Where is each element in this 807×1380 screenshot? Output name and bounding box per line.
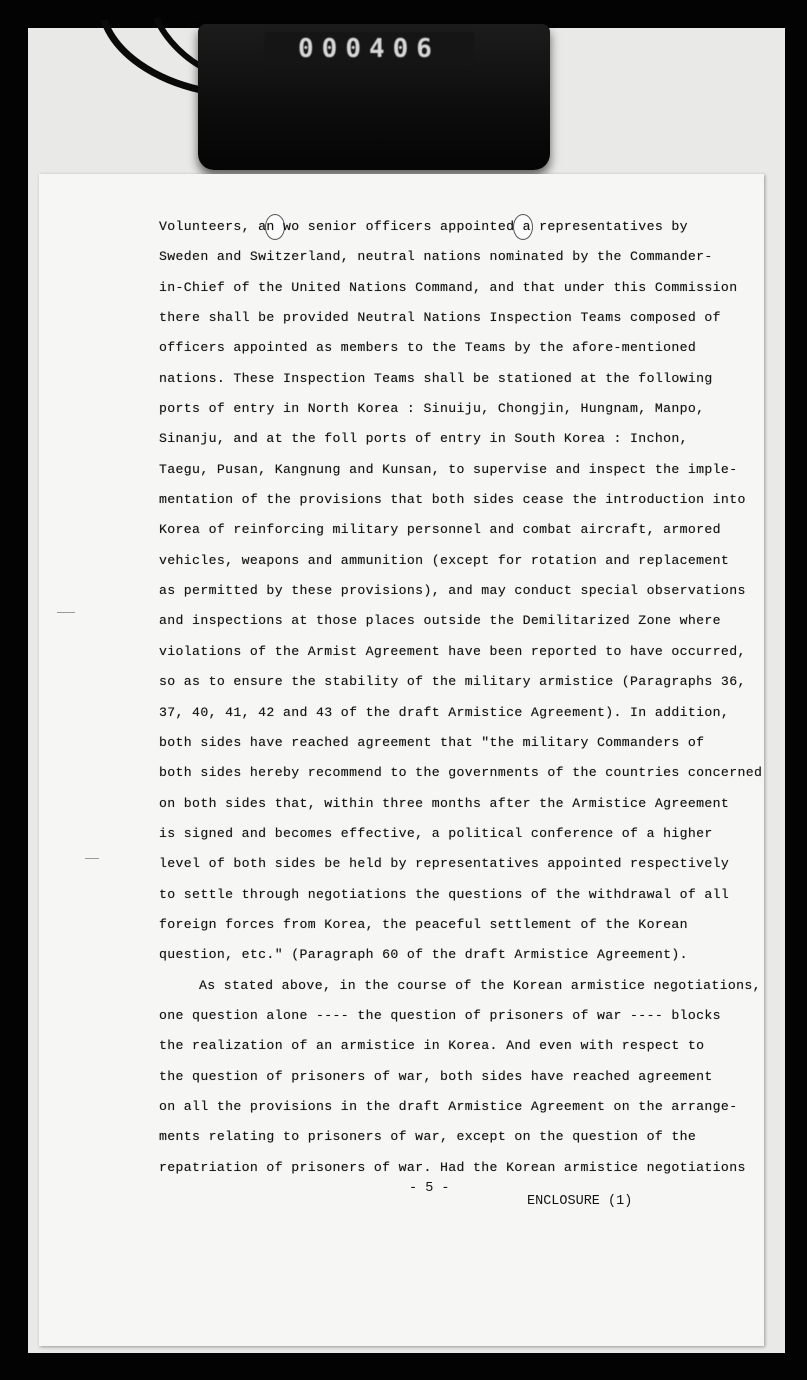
text-line: as permitted by these provisions), and may conduct special observations (159, 583, 746, 599)
text-line: Taegu, Pusan, Kangnung and Kunsan, to supervise and inspect the imple- (159, 461, 738, 477)
text-line: to settle through negotiations the questions of the withdrawal of all (159, 886, 730, 902)
text-line: 37, 40, 41, 42 and 43 of the draft Armistice Agreement). In addition, (159, 704, 730, 720)
text-line: one question alone ---- the question of prisoners of war ---- blocks (159, 1007, 721, 1023)
text-line: the question of prisoners of war, both sides have reached agreement (159, 1068, 713, 1084)
text-line: both sides have reached agreement that "the military Commanders of (159, 734, 705, 750)
text-line: the realization of an armistice in Korea. And even with respect to (159, 1038, 705, 1054)
text-line: ments relating to prisoners of war, except on the question of the (159, 1129, 697, 1145)
page-number: - 5 - (409, 1181, 450, 1196)
text-line: and inspections at those places outside the Demilitarized Zone where (159, 613, 721, 629)
text-line: on both sides that, within three months after the Armistice Agreement (159, 795, 730, 811)
enclosure-label: ENCLOSURE (1) (527, 1194, 633, 1209)
text-line: both sides hereby recommend to the governments of the countries concerned (159, 765, 763, 781)
margin-mark (57, 612, 75, 613)
body-text (159, 212, 763, 1183)
frame-counter-digits: 000406 (264, 32, 474, 66)
text-line: Sweden and Switzerland, neutral nations nominated by the Commander- (159, 249, 713, 265)
text-line: Sinanju, and at the foll ports of entry in South Korea : Inchon, (159, 431, 688, 447)
text-line: As stated above, in the course of the Korean armistice negotiations, (199, 977, 761, 993)
text-line: so as to ensure the stability of the military armistice (Paragraphs 36, (159, 674, 746, 690)
margin-mark (85, 858, 99, 859)
text-line: Volunteers, an wo senior officers appointed a representatives by (159, 219, 688, 234)
text-line: is signed and becomes effective, a political conference of a higher (159, 825, 713, 841)
text-line: level of both sides be held by representatives appointed respectively (159, 856, 730, 872)
text-line: foreign forces from Korea, the peaceful settlement of the Korean (159, 916, 688, 932)
frame-counter-stamp (198, 24, 550, 170)
text-line: there shall be provided Neutral Nations Inspection Teams composed of (159, 310, 721, 326)
text-line: on all the provisions in the draft Armistice Agreement on the arrange- (159, 1098, 738, 1114)
text-line: officers appointed as members to the Teams by the afore-mentioned (159, 340, 697, 356)
text-line: nations. These Inspection Teams shall be stationed at the following (159, 370, 713, 386)
text-line: violations of the Armist Agreement have been reported to have occurred, (159, 643, 746, 659)
text-line: in-Chief of the United Nations Command, and that under this Commission (159, 279, 738, 295)
document-page (39, 174, 764, 1346)
text-line: mentation of the provisions that both sides cease the introduction into (159, 492, 746, 508)
text-line: ports of entry in North Korea : Sinuiju, Chongjin, Hungnam, Manpo, (159, 401, 705, 417)
text-line: vehicles, weapons and ammunition (except for rotation and replacement (159, 552, 730, 568)
text-line: question, etc." (Paragraph 60 of the draft Armistice Agreement). (159, 947, 688, 963)
text-line: repatriation of prisoners of war. Had the Korean armistice negotiations (159, 1159, 746, 1175)
text-line: Korea of reinforcing military personnel and combat aircraft, armored (159, 522, 721, 538)
